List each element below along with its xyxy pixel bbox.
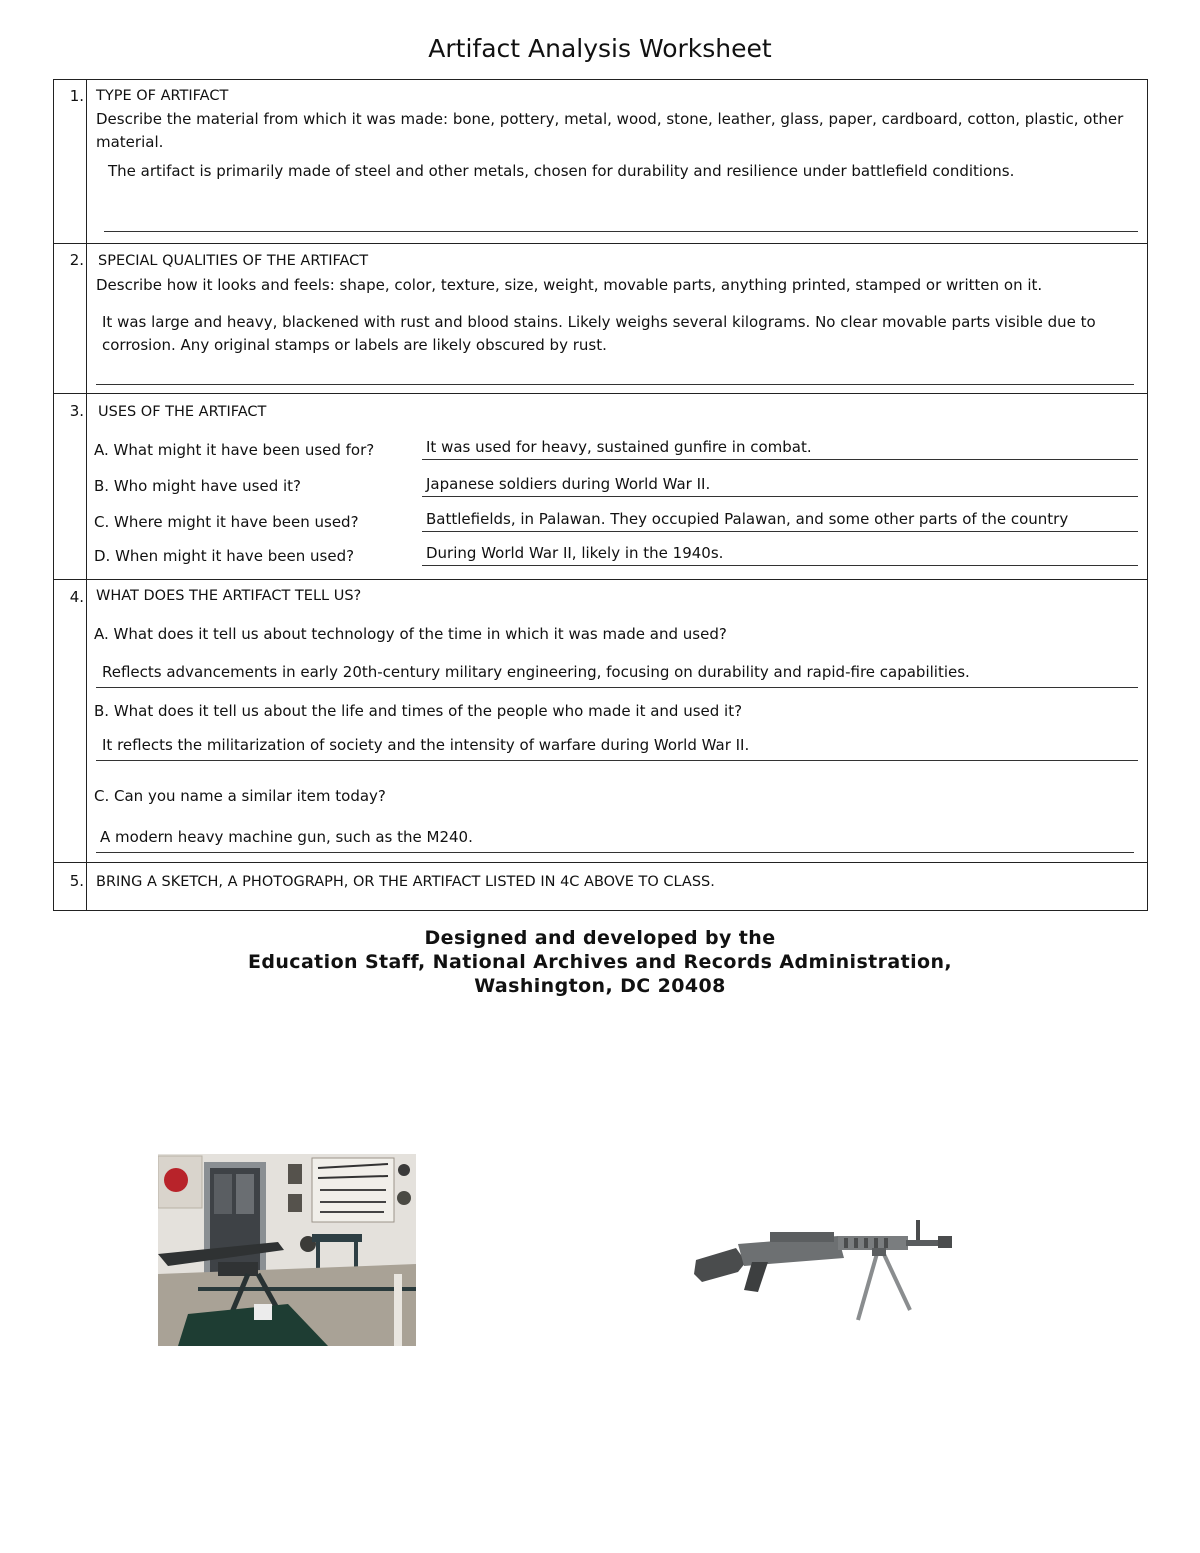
answer-text[interactable]: It reflects the militarization of society and the intensity of warfare during World War II. [102, 736, 750, 754]
credit-line: Washington, DC 20408 [474, 975, 726, 997]
row-divider [54, 393, 1147, 394]
row-divider [54, 862, 1147, 863]
page-title: Artifact Analysis Worksheet [428, 34, 772, 63]
question-text: C. Where might it have been used? [94, 513, 359, 531]
credit-block [0, 926, 1200, 998]
answer-text[interactable]: Battlefields, in Palawan. They occupied Palawan, and some other parts of the country [426, 510, 1069, 528]
answer-text[interactable]: It was large and heavy, blackened with rust and blood stains. Likely weighs several kilograms. No clear movable parts visible due to corrosion. Any original stamps or labels are likely obscured by rust. [102, 313, 1096, 354]
section-number: 2. [69, 251, 84, 269]
section-prompt: Describe how it looks and feels: shape, color, texture, size, weight, movable parts, anything printed, stamped or written on it. [96, 276, 1043, 294]
section-number: 5. [69, 872, 84, 890]
answer-text[interactable]: Reflects advancements in early 20th-century military engineering, focusing on durability and rapid-fire capabilities. [102, 663, 970, 681]
section-prompt: Describe the material from which it was made: bone, pottery, metal, wood, stone, leather, glass, paper, cardboard, cotton, plastic, other material. [96, 110, 1124, 151]
question-text: D. When might it have been used? [94, 547, 355, 565]
question-text: A. What might it have been used for? [94, 441, 375, 459]
artifact-museum-photo [158, 1154, 416, 1346]
worksheet-table [53, 79, 1148, 911]
row-divider [54, 579, 1147, 580]
answer-line [422, 459, 1138, 460]
question-text: B. What does it tell us about the life and times of the people who made it and used it? [94, 702, 743, 720]
answer-line [96, 384, 1134, 385]
section-number: 3. [69, 402, 84, 420]
row-divider [54, 243, 1147, 244]
answer-line [422, 531, 1138, 532]
answer-text[interactable]: During World War II, likely in the 1940s. [426, 544, 724, 562]
section-number: 4. [69, 588, 84, 606]
credit-line: Designed and developed by the [424, 927, 776, 949]
section-number: 1. [69, 87, 84, 105]
section-heading: WHAT DOES THE ARTIFACT TELL US? [96, 588, 362, 604]
section-heading: TYPE OF ARTIFACT [96, 88, 229, 104]
answer-line [104, 231, 1138, 232]
question-text: B. Who might have used it? [94, 477, 301, 495]
modern-machine-gun-photo [688, 1200, 960, 1332]
section-heading: SPECIAL QUALITIES OF THE ARTIFACT [98, 253, 369, 269]
answer-text[interactable]: Japanese soldiers during World War II. [426, 475, 711, 493]
answer-line [422, 565, 1138, 566]
question-text: A. What does it tell us about technology of the time in which it was made and used? [94, 625, 727, 643]
answer-text[interactable]: The artifact is primarily made of steel and other metals, chosen for durability and resilience under battlefield conditions. [108, 162, 1015, 180]
section-heading: USES OF THE ARTIFACT [98, 404, 267, 420]
credit-line: Education Staff, National Archives and Records Administration, [247, 951, 953, 973]
section-heading: BRING A SKETCH, A PHOTOGRAPH, OR THE ARTIFACT LISTED IN 4C ABOVE TO CLASS. [96, 874, 715, 890]
number-column-divider [86, 80, 87, 910]
question-text: C. Can you name a similar item today? [94, 787, 386, 805]
answer-line [96, 852, 1134, 853]
answer-text[interactable]: A modern heavy machine gun, such as the M240. [100, 828, 473, 846]
answer-line [96, 687, 1138, 688]
answer-line [422, 496, 1138, 497]
answer-text[interactable]: It was used for heavy, sustained gunfire in combat. [426, 438, 812, 456]
answer-line [96, 760, 1138, 761]
